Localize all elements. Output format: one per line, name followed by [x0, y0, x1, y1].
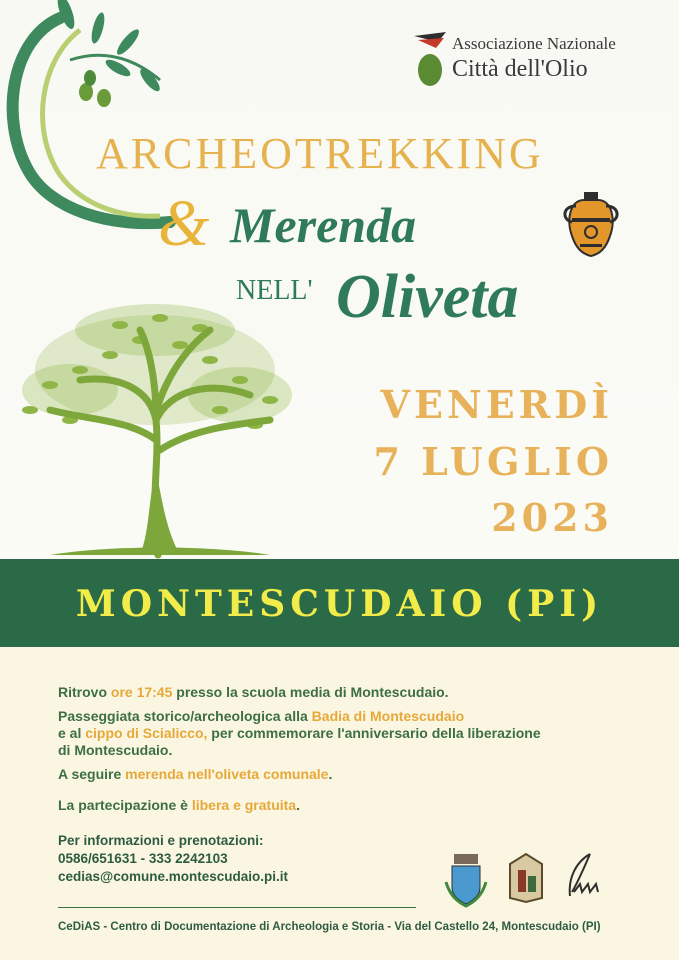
title-archeotrekking: ARCHEOTREKKING — [96, 129, 544, 178]
title-nell: NELL' — [236, 275, 313, 306]
footer-address: CeDiAS - Centro di Documentazione di Archeologia e Storia - Via del Castello 24, Montescudaio (PI) — [58, 921, 601, 933]
detail-walk: Passeggiata storico/archeologica alla Badia di Montescudaio e al cippo di Scialicco, per commemorare l'anniversario della liberazione di Montescudaio. — [58, 708, 541, 758]
contact-heading: Per informazioni e prenotazioni: — [58, 833, 264, 848]
feather-logo-icon — [560, 852, 610, 902]
detail-participation: La partecipazione è libera e gratuita. — [58, 797, 300, 813]
amphora-icon — [560, 190, 622, 260]
association-name-line2: Città dell'Olio — [452, 56, 588, 82]
location-title: MONTESCUDAIO (PI) — [75, 583, 604, 625]
olive-tree-illustration — [10, 300, 300, 562]
contact-email[interactable]: cedias@comune.montescudaio.pi.it — [58, 869, 288, 884]
olive-logo-icon — [410, 28, 450, 88]
municipal-crest-icon — [444, 852, 488, 908]
castle-logo-icon — [506, 852, 546, 904]
title-merenda: Merenda — [230, 197, 417, 253]
detail-meeting: Ritrovo ore 17:45 presso la scuola media di Montescudaio. — [58, 684, 449, 700]
footer-divider — [58, 907, 416, 908]
title-oliveta: Oliveta — [336, 263, 519, 331]
title-ampersand: & — [158, 187, 210, 260]
association-name-line1: Associazione Nazionale — [452, 34, 616, 53]
contact-phones[interactable]: 0586/651631 - 333 2242103 — [58, 851, 228, 866]
event-year: 2023 — [491, 495, 613, 540]
event-day: VENERDÌ — [380, 382, 613, 427]
detail-snack: A seguire merenda nell'oliveta comunale. — [58, 766, 333, 782]
event-date: 7 LUGLIO — [373, 439, 613, 484]
